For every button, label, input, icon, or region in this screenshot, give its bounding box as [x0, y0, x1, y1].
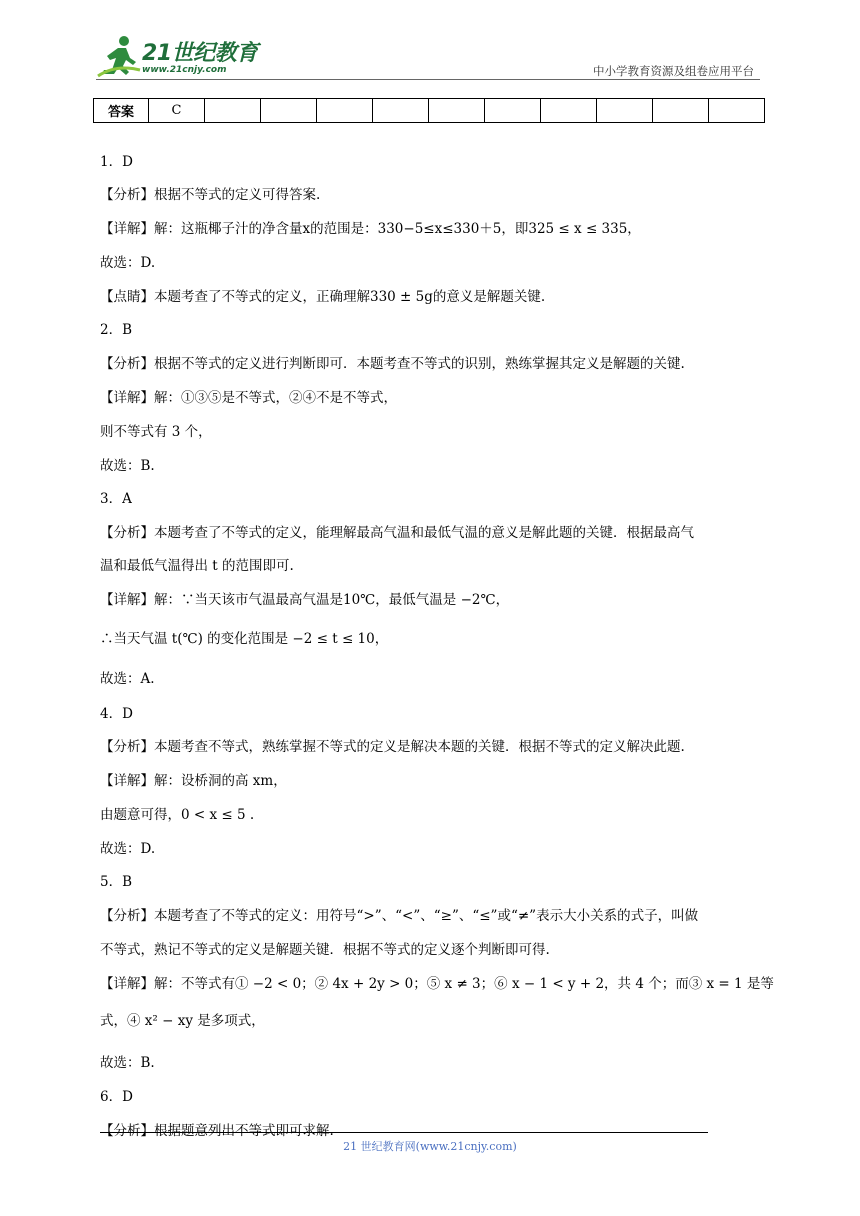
answer-row [94, 99, 765, 123]
answer-cell [373, 99, 429, 123]
answer-choice-line: 故选：B. [100, 458, 155, 474]
analysis-line: 【分析】本题考查了不等式的定义，能理解最高气温和最低气温的意义是解此题的关键．根据最高气 [100, 525, 694, 541]
detail-line: 【详解】解：∵当天该市气温最高气温是10℃，最低气温是 −2℃， [100, 592, 510, 608]
site-logo [96, 34, 266, 80]
text-line: 式，④ x² − xy 是多项式， [100, 1013, 265, 1029]
logo-url: www.21cnjy.com [142, 65, 227, 75]
text-line: 温和最低气温得出 t 的范围即可. [100, 558, 294, 574]
question-number: 4．D [100, 706, 133, 722]
footer-divider [100, 1132, 708, 1133]
analysis-line: 【分析】本题考查了不等式的定义：用符号“>”、“<”、“≥”、“≤”或“≠”表示大小关系的式子，叫做 [100, 908, 699, 924]
answer-choice-line: 故选：A. [100, 671, 155, 687]
logo-text: 21世纪教育 [142, 41, 258, 66]
runner-logo-icon [96, 34, 142, 78]
detail-line: 【详解】解：不等式有① −2 < 0；② 4x + 2y > 0；⑤ x ≠ 3；⑥ x − 1 < y + 2，共 4 个；而③ x = 1 是等 [100, 976, 774, 992]
analysis-line: 【分析】根据不等式的定义进行判断即可．本题考查不等式的识别，熟练掌握其定义是解题的关键. [100, 356, 685, 372]
text-line: 则不等式有 3 个， [100, 424, 212, 440]
answer-cell [597, 99, 653, 123]
question-number: 5．B [100, 874, 133, 890]
comment-line: 【点睛】本题考查了不等式的定义，正确理解330 ± 5g的意义是解题关键. [100, 289, 546, 305]
question-number: 2．B [100, 322, 133, 338]
answer-cell [653, 99, 709, 123]
platform-name: 中小学教育资源及组卷应用平台 [593, 64, 754, 78]
detail-line: 【详解】解：设桥洞的高 xm， [100, 773, 287, 789]
answer-cell [429, 99, 485, 123]
answer-cell [205, 99, 261, 123]
detail-line: 【详解】解：这瓶椰子汁的净含量x的范围是：330−5≤x≤330＋5，即325 ≤ x ≤ 335， [100, 221, 641, 237]
detail-line: 【详解】解：①③⑤是不等式，②④不是不等式， [100, 390, 397, 406]
answer-cell [485, 99, 541, 123]
answer-choice-line: 故选：D. [100, 841, 156, 857]
text-line: 不等式，熟记不等式的定义是解题关键．根据不等式的定义逐个判断即可得. [100, 942, 550, 958]
header-divider [96, 79, 760, 80]
page-footer: 21 世纪教育网(www.21cnjy.com) [343, 1140, 517, 1153]
answer-cell [541, 99, 597, 123]
answer-table [93, 98, 765, 123]
analysis-line: 【分析】根据不等式的定义可得答案. [100, 187, 321, 203]
answer-choice-line: 故选：B. [100, 1055, 155, 1071]
answer-cell: C [149, 99, 205, 123]
analysis-line: 【分析】根据题意列出不等式即可求解. [100, 1123, 334, 1139]
question-number: 1．D [100, 154, 133, 170]
answer-cell [317, 99, 373, 123]
answer-cell [261, 99, 317, 123]
answer-choice-line: 故选：D. [100, 255, 156, 271]
question-number: 3．A [100, 491, 132, 507]
page-header [96, 30, 760, 80]
analysis-line: 【分析】本题考查不等式，熟练掌握不等式的定义是解决本题的关键．根据不等式的定义解决此题. [100, 739, 685, 755]
text-line: 由题意可得，0 < x ≤ 5 . [100, 807, 255, 823]
answer-header-cell: 答案 [94, 99, 149, 123]
question-number: 6．D [100, 1089, 133, 1105]
text-line: ∴当天气温 t(℃) 的变化范围是 −2 ≤ t ≤ 10， [100, 631, 389, 647]
answer-cell [709, 99, 765, 123]
